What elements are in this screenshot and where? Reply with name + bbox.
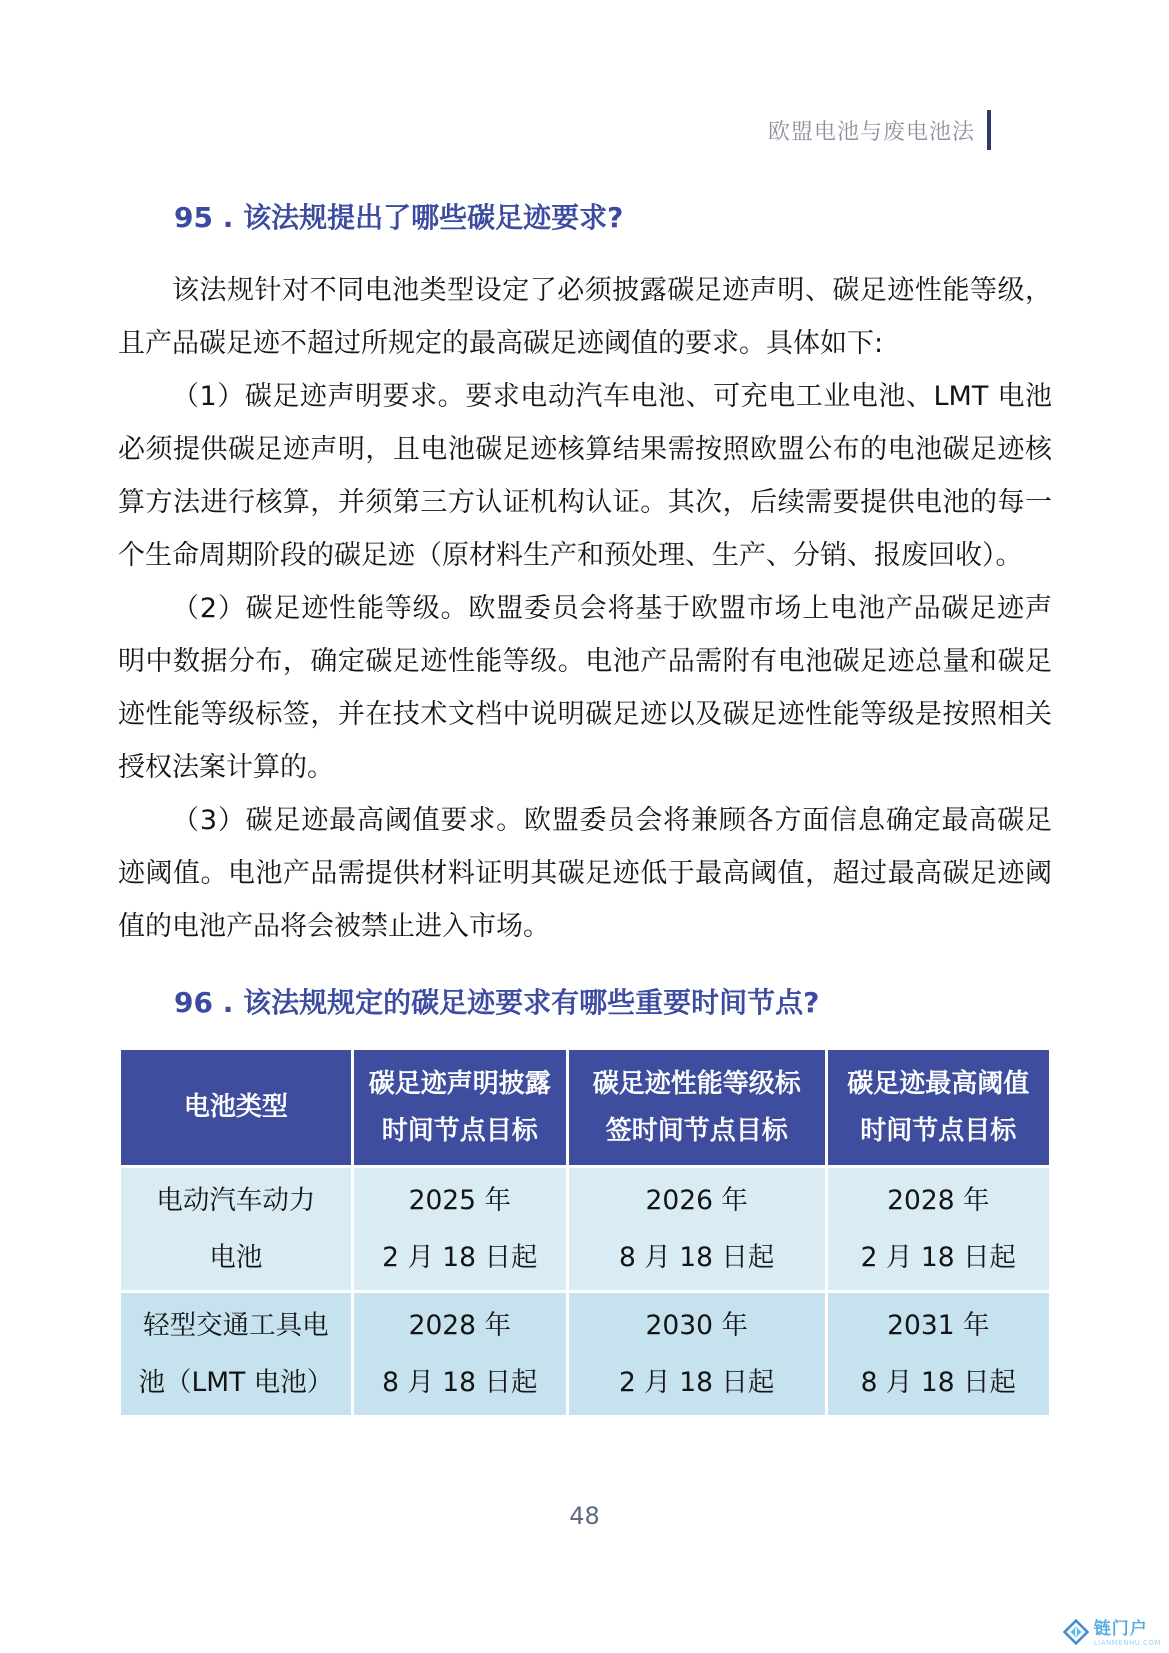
q95-paragraph-3: （3）碳足迹最高阈值要求。欧盟委员会将兼顾各方面信息确定最高碳足迹阈值。电池产品需提供材料证明其碳足迹低于最高阈值，超过最高碳足迹阈值的电池产品将会被禁止进入市场。	[118, 805, 1052, 942]
table-cell-text: 电动汽车动力	[156, 1185, 316, 1216]
q95-paragraph-2: （2）碳足迹性能等级。欧盟委员会将基于欧盟市场上电池产品碳足迹声明中数据分布，确定碳足迹性能等级。电池产品需附有电池碳足迹总量和碳足迹性能等级标签，并在技术文档中说明碳足迹以及碳足迹性能等级是按照相关授权法案计算的。	[118, 593, 1052, 783]
table-row-lmt-battery	[120, 1292, 1051, 1417]
lianmenhu-logo	[1063, 1619, 1161, 1649]
q95-paragraph-intro: 该法规针对不同电池类型设定了必须披露碳足迹声明、碳足迹性能等级，且产品碳足迹不超过所规定的最高碳足迹阈值的要求。具体如下:	[118, 275, 1052, 359]
table-cell-text: 池（LMT 电池）	[138, 1367, 334, 1398]
table-cell-text: 2025 年	[408, 1185, 511, 1216]
table-header-row	[120, 1049, 1051, 1167]
carbon-footprint-timeline-table	[118, 1047, 1052, 1418]
table-header-text: 签时间节点目标	[605, 1115, 788, 1146]
table-cell	[120, 1292, 353, 1417]
table-header-max-threshold-deadline	[826, 1049, 1050, 1167]
question-96-heading: 96 . 该法规规定的碳足迹要求有哪些重要时间节点?	[174, 986, 820, 1019]
table-header-declaration-deadline	[352, 1049, 567, 1167]
table-header-text: 碳足迹声明披露	[368, 1068, 551, 1099]
question-95-heading: 95 . 该法规提出了哪些碳足迹要求?	[174, 201, 624, 234]
table-header-text: 电池类型	[183, 1092, 288, 1122]
table-row-ev-battery	[120, 1167, 1051, 1292]
table-cell-text: 2 月 18 日起	[619, 1367, 775, 1398]
running-header	[768, 110, 991, 150]
table-cell	[352, 1292, 567, 1417]
table-cell-text: 8 月 18 日起	[619, 1242, 775, 1273]
table-cell-text: 8 月 18 日起	[382, 1367, 538, 1398]
q95-paragraph-1: （1）碳足迹声明要求。要求电动汽车电池、可充电工业电池、LMT 电池必须提供碳足迹声明，且电池碳足迹核算结果需按照欧盟公布的电池碳足迹核算方法进行核算，并须第三方认证机构认证。其次，后续需要提供电池的每一个生命周期阶段的碳足迹（原材料生产和预处理、生产、分销、报废回收）。	[118, 381, 1052, 571]
lianmenhu-diamond-icon	[1063, 1619, 1089, 1649]
table-cell-text: 8 月 18 日起	[860, 1367, 1016, 1398]
table-cell	[120, 1167, 353, 1292]
table-cell-text: 2031 年	[887, 1310, 990, 1341]
table-cell-text: 2026 年	[645, 1185, 748, 1216]
table-cell	[567, 1167, 826, 1292]
table-header-performance-label-deadline	[567, 1049, 826, 1167]
table-header-text: 碳足迹最高阈值	[847, 1068, 1030, 1099]
header-divider-bar	[987, 110, 991, 150]
table-header-text: 时间节点目标	[860, 1115, 1017, 1146]
main-content	[118, 198, 1052, 1418]
table-header-text: 碳足迹性能等级标	[592, 1068, 801, 1099]
table-cell-text: 2028 年	[887, 1185, 990, 1216]
table-header-battery-type	[120, 1049, 353, 1167]
table-cell	[352, 1167, 567, 1292]
page-number: 48	[569, 1502, 600, 1530]
table-cell-text: 2 月 18 日起	[860, 1242, 1016, 1273]
table-cell-text: 2 月 18 日起	[382, 1242, 538, 1273]
table-cell-text: 电池	[209, 1242, 263, 1273]
table-cell-text: 2030 年	[645, 1310, 748, 1341]
logo-name: 链门户	[1093, 1619, 1148, 1639]
table-cell-text: 轻型交通工具电	[143, 1310, 329, 1341]
table-cell	[567, 1292, 826, 1417]
table-cell-text: 2028 年	[408, 1310, 511, 1341]
table-header-text: 时间节点目标	[381, 1115, 538, 1146]
table-cell	[826, 1167, 1050, 1292]
logo-text	[1094, 1621, 1161, 1647]
logo-domain: LIANMENHU.COM	[1093, 1639, 1161, 1647]
running-header-title: 欧盟电池与废电池法	[767, 119, 975, 145]
table-cell	[826, 1292, 1050, 1417]
